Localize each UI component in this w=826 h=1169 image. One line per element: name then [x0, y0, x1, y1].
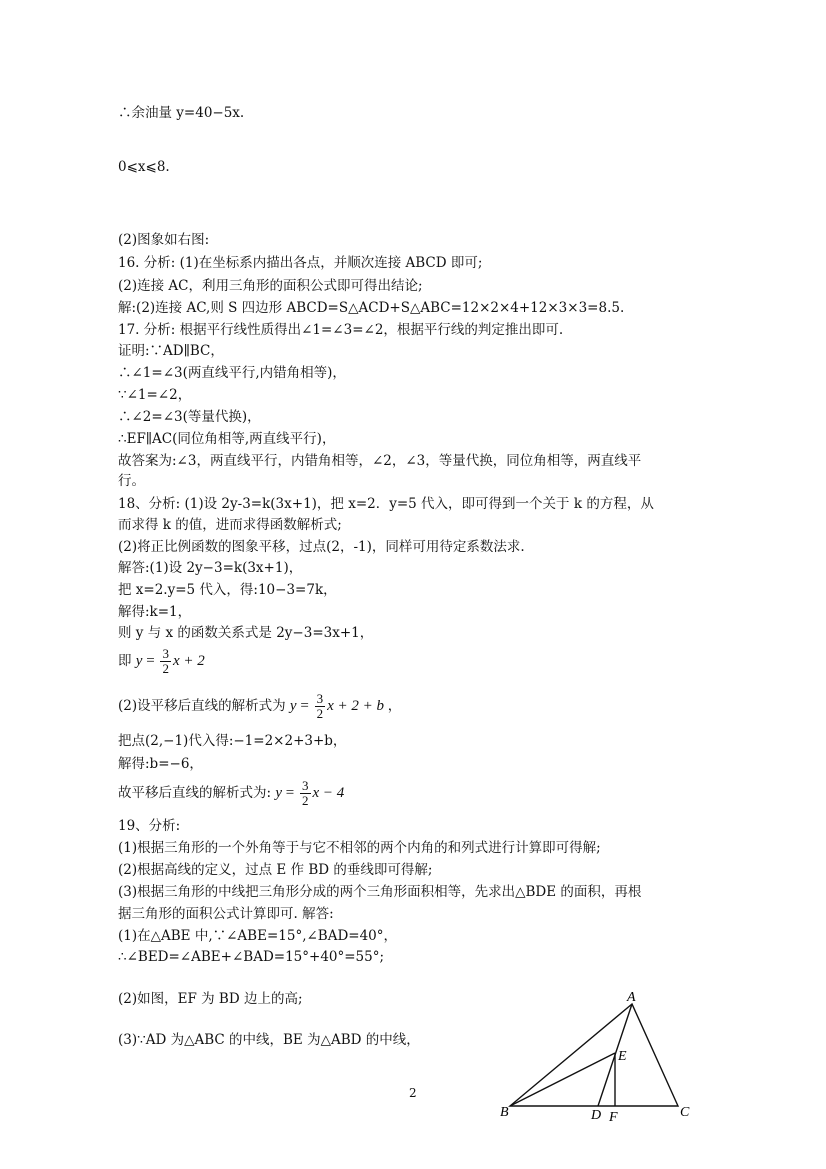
- text-line: (2)图象如右图:: [118, 232, 210, 248]
- label-e: E: [618, 1049, 627, 1064]
- text-line: (3)∵AD 为△ABC 的中线，BE 为△ABD 的中线，: [118, 1032, 420, 1048]
- text-line: 把点(2,−1)代入得:−1=2×2+3+b，: [118, 733, 347, 749]
- formula-tail: x + 2 + b: [327, 697, 384, 714]
- formula-fraction: [315, 692, 326, 721]
- median-be: [510, 1053, 615, 1106]
- text-line: (2)根据高线的定义，过点 E 作 BD 的垂线即可得解;: [118, 862, 433, 878]
- formula-equals: =: [146, 652, 155, 669]
- text-line: 解答:(1)设 2y−3=k(3x+1)，: [118, 560, 303, 576]
- text-line: (1)根据三角形的一个外角等于与它不相邻的两个内角的和列式进行计算即可得解;: [118, 840, 601, 856]
- label-a: A: [627, 990, 636, 1005]
- formula-3: [275, 778, 345, 808]
- text-line: ∴∠BED=∠ABE+∠BAD=15°+40°=55°;: [118, 949, 385, 965]
- fraction-denominator: 2: [162, 661, 169, 676]
- label-b: B: [500, 1105, 509, 1120]
- text-line: ∴EF∥AC(同位角相等,两直线平行)，: [118, 431, 336, 447]
- formula-line: [118, 647, 205, 676]
- label-f: F: [609, 1110, 618, 1122]
- fraction-denominator: 2: [316, 706, 324, 721]
- text-line: 则 y 与 x 的函数关系式是 2y−3=3x+1，: [118, 625, 374, 641]
- formula-fraction: [300, 779, 311, 808]
- text-line: (3)根据三角形的中线把三角形分成的两个三角形面积相等，先求出△BDE 的面积，再根: [118, 884, 642, 900]
- text-line: ∵∠1=∠2，: [118, 387, 192, 403]
- text-line: (2)如图，EF 为 BD 边上的高;: [118, 991, 303, 1007]
- fraction-numerator: 3: [162, 646, 169, 661]
- formula-variable: y: [289, 697, 297, 714]
- text-line: ∴∠1=∠3(两直线平行,内错角相等)，: [118, 365, 346, 381]
- text-line: 证明:∵AD∥BC，: [118, 343, 224, 359]
- text-line: (1)在△ABE 中,∵∠ABE=15°,∠BAD=40°，: [118, 928, 398, 944]
- text-line: 0⩽x⩽8.: [118, 159, 170, 175]
- fraction-numerator: 3: [302, 778, 309, 793]
- triangle-abc: [510, 1004, 678, 1106]
- fraction-denominator: 2: [302, 793, 309, 808]
- text-line: 把 x=2.y=5 代入，得:10−3=7k，: [118, 582, 337, 598]
- fraction-numerator: 3: [316, 691, 324, 706]
- text-line: ∴∠2=∠3(等量代换)，: [118, 409, 261, 425]
- label-d: D: [591, 1108, 602, 1122]
- text-line: (2)将正比例函数的图象平移，过点(2，-1)，同样可用待定系数法求.: [118, 539, 525, 555]
- formula-prefix: (2)设平移后直线的解析式为: [118, 697, 286, 714]
- label-c: C: [680, 1105, 690, 1120]
- formula-equals: =: [300, 697, 309, 714]
- formula-prefix: 故平移后直线的解析式为:: [118, 784, 272, 801]
- formula-2: [289, 691, 388, 721]
- text-line: 故答案为:∠3，两直线平行，内错角相等，∠2，∠3，等量代换，同位角相等，两直线平: [118, 453, 642, 469]
- text-line: (2)连接 AC，利用三角形的面积公式即可得出结论;: [118, 278, 423, 294]
- text-line: 解得:b=−6，: [118, 756, 203, 772]
- formula-equals: =: [285, 784, 295, 801]
- formula-variable: y: [275, 784, 283, 801]
- formula-1: [135, 646, 205, 676]
- formula-line: [118, 779, 344, 808]
- text-line: 17. 分析: 根据平行线性质得出∠1=∠3=∠2，根据平行线的判定推出即可.: [118, 322, 564, 338]
- formula-tail: x − 4: [312, 784, 345, 801]
- text-line: ∴余油量 y=40−5x.: [118, 105, 245, 121]
- text-line: 据三角形的面积公式计算即可. 解答:: [118, 906, 334, 922]
- text-line: 而求得 k 的值，进而求得函数解析式;: [118, 517, 342, 533]
- formula-prefix: 即: [118, 652, 132, 669]
- formula-variable: y: [135, 652, 143, 669]
- page-number: 2: [409, 1086, 417, 1100]
- text-line: 16. 分析: (1)在坐标系内描出各点，并顺次连接 ABCD 即可;: [118, 255, 483, 271]
- text-line: 解:(2)连接 AC,则 S 四边形 ABCD=S△ACD+S△ABC=12×2×4+12×3×3=8.5.: [118, 300, 625, 316]
- text-line: 19、分析:: [118, 818, 181, 834]
- text-line: 18、分析: (1)设 2y-3=k(3x+1)，把 x=2．y=5 代入，即可得到一个关于 k 的方程，从: [118, 496, 654, 512]
- text-line: 行。: [118, 473, 145, 489]
- formula-line: [118, 692, 401, 721]
- text-line: 解得:k=1，: [118, 604, 192, 620]
- formula-suffix: ，: [387, 697, 402, 714]
- formula-tail: x + 2: [172, 652, 205, 669]
- triangle-figure: [494, 990, 714, 1122]
- formula-fraction: [160, 647, 171, 676]
